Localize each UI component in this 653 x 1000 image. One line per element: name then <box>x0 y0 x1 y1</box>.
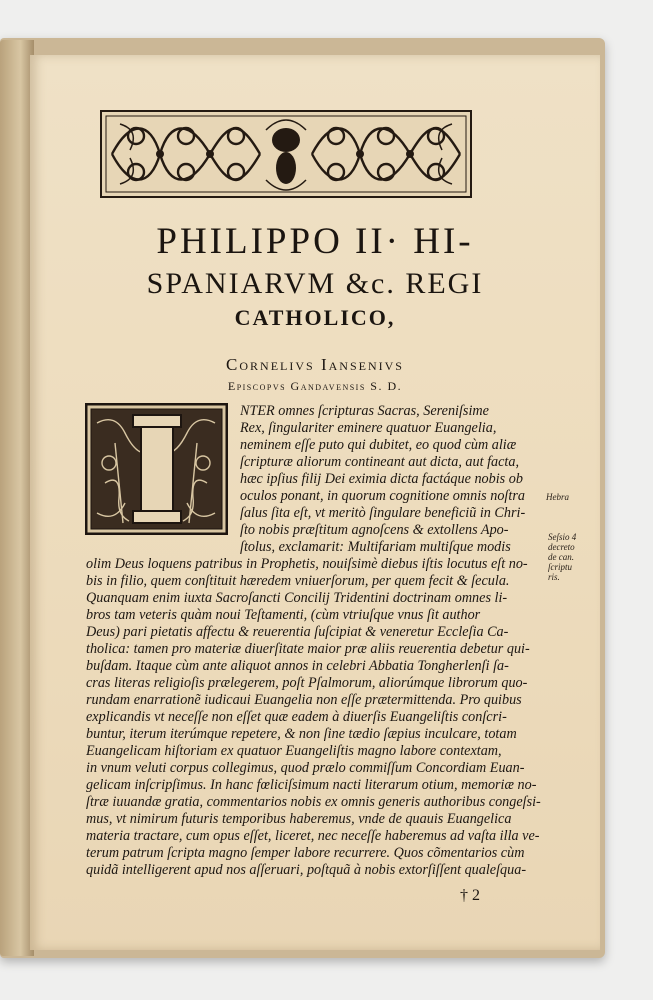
body-line: Quanquam enim iuxta Sacroſancti Concilij Tridentini doctrinam omnes li- <box>86 590 508 606</box>
decorated-initial-i <box>85 403 228 535</box>
body-line: rundam enarrationẽ iudicaui Euangelia non eſſe prætermittenda. Pro quibus <box>86 692 522 708</box>
body-line: NTER omnes ſcripturas Sacras, Sereniſsime <box>240 403 489 419</box>
ornamental-headpiece <box>100 110 472 198</box>
body-line: bis in filio, quem conſtituit hæredem vniuerſorum, per quem fecit & ſecula. <box>86 573 510 589</box>
body-line: tholica: tamen pro materiæ diuerſitate maior præ aliis reuerentia debetur qui- <box>86 641 530 657</box>
body-line: ſto nobis præſtitum agnoſcens & extollens Apo- <box>240 522 509 538</box>
body-line: quidã intelligerent apud nos aſſeruari, poſtquã à nobis extorſiſſent qualeſqua- <box>86 862 527 878</box>
body-line: Rex, ſingulariter eminere quatuor Euangelia, <box>240 420 497 436</box>
margin-note-line: ſcriptu <box>548 562 572 572</box>
author-title: Episcopvs Gandavensis S. D. <box>227 379 403 393</box>
signature-mark: † 2 <box>460 887 480 904</box>
body-line: ſtolus, exclamarit: Multifariam multiſque modis <box>240 539 511 555</box>
margin-note-line: de can. <box>548 552 574 562</box>
body-line: gelicam inſcripſimus. In hanc fœliciſsimum nacti literarum otium, memoriæ no- <box>86 777 537 793</box>
title-line-1: PHILIPPO II· HI- <box>156 221 474 262</box>
body-line: hæc ipſius filij Dei eximia dicta factáque nobis ob <box>240 471 523 487</box>
body-line: ſalus ſita eſt, vt meritò ſingulare beneficiũ in Chri- <box>240 505 526 521</box>
body-line: olim Deus loquens patribus in Prophetis, nouiſsimè diebus iſtis locutus eſt no- <box>86 556 528 572</box>
body-line: Euangelicam hiſtoriam ex quatuor Euangeliſtis magno labore contextam, <box>86 743 502 759</box>
body-line: Deus) pari pietatis affectu & reuerentia ſuſcipiat & veneretur Eccleſia Ca- <box>86 624 509 640</box>
margin-note-line: Seſsio 4 <box>548 532 577 542</box>
body-line: cras literas religioſis prælegerem, poſt Pſalmorum, aliorúmque librorum quo- <box>86 675 528 691</box>
body-line: ſcripturæ aliorum contineant aut dicta, aut facta, <box>240 454 520 470</box>
margin-note-line: ris. <box>548 572 560 582</box>
body-line: bros tam veteris quàm noui Teſtamenti, (cùm vtriuſque vnus ſit author <box>86 607 481 623</box>
book-spine <box>0 40 34 956</box>
title-line-2: SPANIARVM &c. REGI <box>146 267 484 300</box>
body-line: buſdam. Itaque cùm ante aliquot annos in celebri Abbatia Tongherlenſi ſa- <box>86 658 509 674</box>
margin-note-hebrews: Hebra <box>546 492 569 502</box>
margin-note-line: decreto <box>548 542 575 552</box>
body-line: neminem eſſe puto qui dubitet, eo quod cùm aliæ <box>240 437 517 453</box>
body-line: ſtræ iuuandæ gratia, commentarios nobis ex omnis generis authoribus congeſsi- <box>86 794 541 810</box>
body-line: buntur, iterum iterúmque repetere, & non ſine tædio ſæpius inculcare, totam <box>86 726 517 742</box>
body-line: oculos ponant, in quorum cognitione omnis noſtra <box>240 488 525 504</box>
author-name: Cornelivs Iansenivs <box>226 355 404 374</box>
body-line: explicandis vt neceſſe non eſſet quæ eadem à diuerſis Euangeliſtis conſcri- <box>86 709 507 725</box>
body-line: in vnum veluti corpus collegimus, quod prælo commiſſum Concordiam Euan- <box>86 760 525 776</box>
title-line-3: CATHOLICO, <box>234 305 396 330</box>
body-line: terum patrum ſcripta magno ſemper labore recurrere. Quos cõmentarios cùm <box>86 845 525 861</box>
book-page <box>30 55 600 950</box>
body-line: mus, vt nimirum futuris temporibus haberemus, vnde de quauis Euangelica <box>86 811 512 827</box>
body-line: materia tractare, cum opus eſſet, liceret, nec neceſſe haberemus ad vaſta illa ve- <box>86 828 540 844</box>
